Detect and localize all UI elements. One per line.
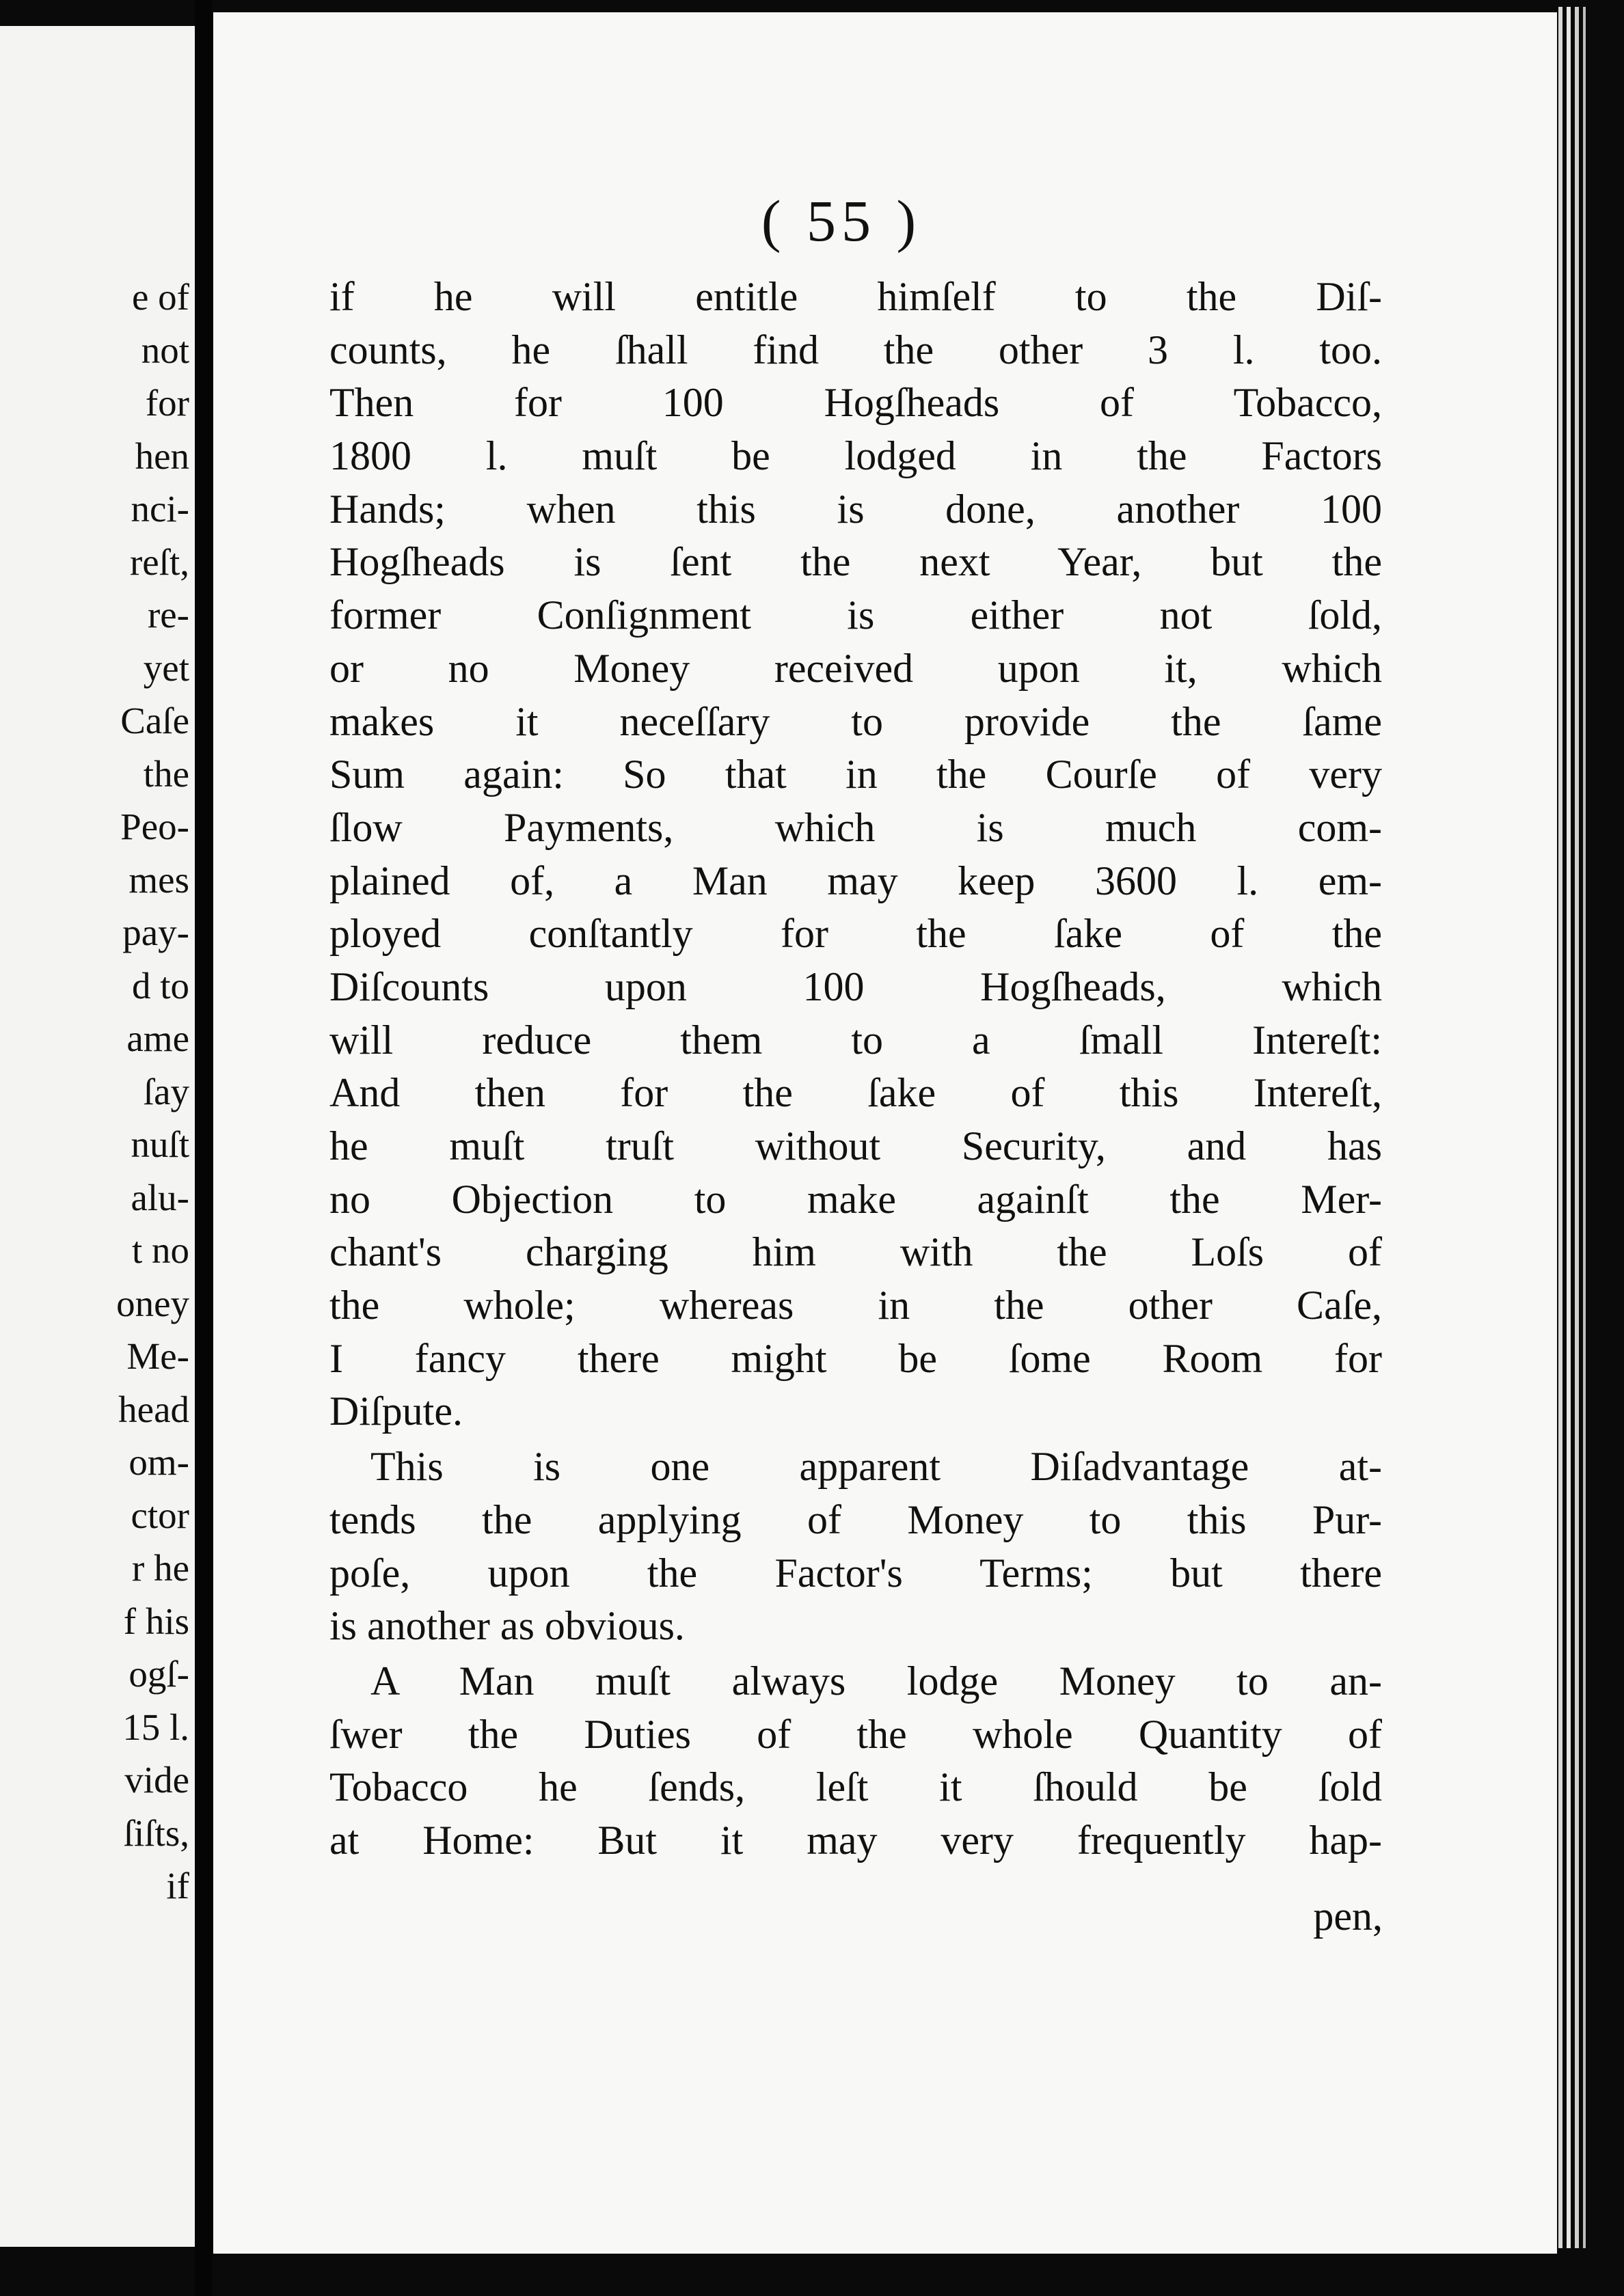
text-line: ployed conſtantly for the ſake of the <box>329 911 1382 957</box>
text-line: tends the applying of Money to this Pur- <box>329 1496 1382 1542</box>
page-edge <box>1567 7 1571 2248</box>
left-fragment: om- <box>128 1441 189 1483</box>
text-line: he muſt truſt without Security, and has <box>329 1123 1382 1168</box>
left-fragment: t no <box>131 1229 189 1271</box>
left-fragment: Me- <box>126 1335 189 1377</box>
left-fragment: nci- <box>131 488 189 530</box>
left-page <box>0 26 195 2247</box>
text-line: ſwer the Duties of the whole Quantity of <box>329 1711 1382 1757</box>
text-line: And then for the ſake of this Intereſt, <box>329 1070 1382 1116</box>
left-fragment: r he <box>132 1547 189 1589</box>
left-fragment: if <box>166 1865 189 1906</box>
text-line: Tobacco he ſends, leſt it ſhould be ſold <box>329 1764 1382 1810</box>
left-page-text-fragments <box>116 271 189 1913</box>
left-fragment: Peo- <box>120 806 189 847</box>
text-line: counts, he ſhall find the other 3 l. too. <box>329 327 1382 372</box>
left-fragment: vide <box>124 1759 189 1801</box>
page-number: ( 55 ) <box>761 188 922 254</box>
text-line: Diſpute. <box>329 1389 463 1434</box>
left-fragment: yet <box>143 646 189 689</box>
left-fragment: reſt, <box>129 541 189 583</box>
left-fragment: hen <box>135 435 189 477</box>
text-line: if he will entitle himſelf to the Diſ- <box>329 274 1382 319</box>
text-line: the whole; whereas in the other Caſe, <box>329 1283 1382 1328</box>
left-fragment: re- <box>147 594 189 636</box>
catchword: pen, <box>1313 1894 1383 1939</box>
text-line: ſlow Payments, which is much com- <box>329 804 1382 850</box>
text-line: This is one apparent Diſadvantage at- <box>370 1444 1382 1490</box>
left-fragment: alu- <box>131 1176 189 1218</box>
left-fragment: ogſ- <box>128 1653 189 1695</box>
text-line: chant's charging him with the Loſs of <box>329 1229 1382 1275</box>
text-line: makes it neceſſary to provide the ſame <box>329 698 1382 744</box>
left-fragment: for <box>145 382 189 424</box>
left-fragment: head <box>118 1388 189 1430</box>
left-fragment: pay- <box>122 912 189 953</box>
text-line: Sum again: So that in the Courſe of very <box>329 752 1382 797</box>
text-line: Diſcounts upon 100 Hogſheads, which <box>329 964 1382 1009</box>
text-line: is another as obvious. <box>329 1603 685 1649</box>
text-line: will reduce them to a ſmall Intereſt: <box>329 1017 1382 1063</box>
text-line: A Man muſt always lodge Money to an- <box>370 1658 1382 1704</box>
text-line: plained of, a Man may keep 3600 l. em- <box>329 858 1382 903</box>
page-edge <box>1583 7 1586 2248</box>
text-line: Hands; when this is done, another 100 <box>329 486 1382 532</box>
text-line: I fancy there might be ſome Room for <box>329 1335 1382 1381</box>
left-fragment: not <box>141 329 189 371</box>
text-line: at Home: But it may very frequently hap- <box>329 1817 1382 1863</box>
left-fragment: ſay <box>143 1070 189 1112</box>
text-line: or no Money received upon it, which <box>329 645 1382 691</box>
text-line: no Objection to make againſt the Mer- <box>329 1176 1382 1222</box>
text-line: 1800 l. muſt be lodged in the Factors <box>329 433 1382 479</box>
left-fragment: the <box>143 752 189 795</box>
left-fragment: 15 l. <box>122 1706 189 1748</box>
page-edge <box>1575 7 1579 2248</box>
right-page <box>213 12 1557 2254</box>
left-fragment: Caſe <box>120 700 189 741</box>
left-fragment: ctor <box>131 1494 189 1536</box>
left-fragment: f his <box>123 1600 189 1642</box>
left-fragment: mes <box>128 858 189 901</box>
left-fragment: e of <box>132 276 189 318</box>
left-fragment: d to <box>131 964 189 1007</box>
text-line: poſe, upon the Factor's Terms; but there <box>329 1550 1382 1596</box>
left-fragment: oney <box>116 1282 189 1324</box>
left-fragment: nuſt <box>131 1123 189 1165</box>
text-line: Hogſheads is ſent the next Year, but the <box>329 539 1382 585</box>
text-line: former Conſignment is either not ſold, <box>329 592 1382 638</box>
body-text <box>329 271 1382 1868</box>
left-fragment: ame <box>126 1017 189 1059</box>
text-line: Then for 100 Hogſheads of Tobacco, <box>329 380 1382 426</box>
left-fragment: ſiſts, <box>123 1812 189 1854</box>
page-edge <box>1558 7 1562 2248</box>
book-gutter <box>195 0 212 2296</box>
